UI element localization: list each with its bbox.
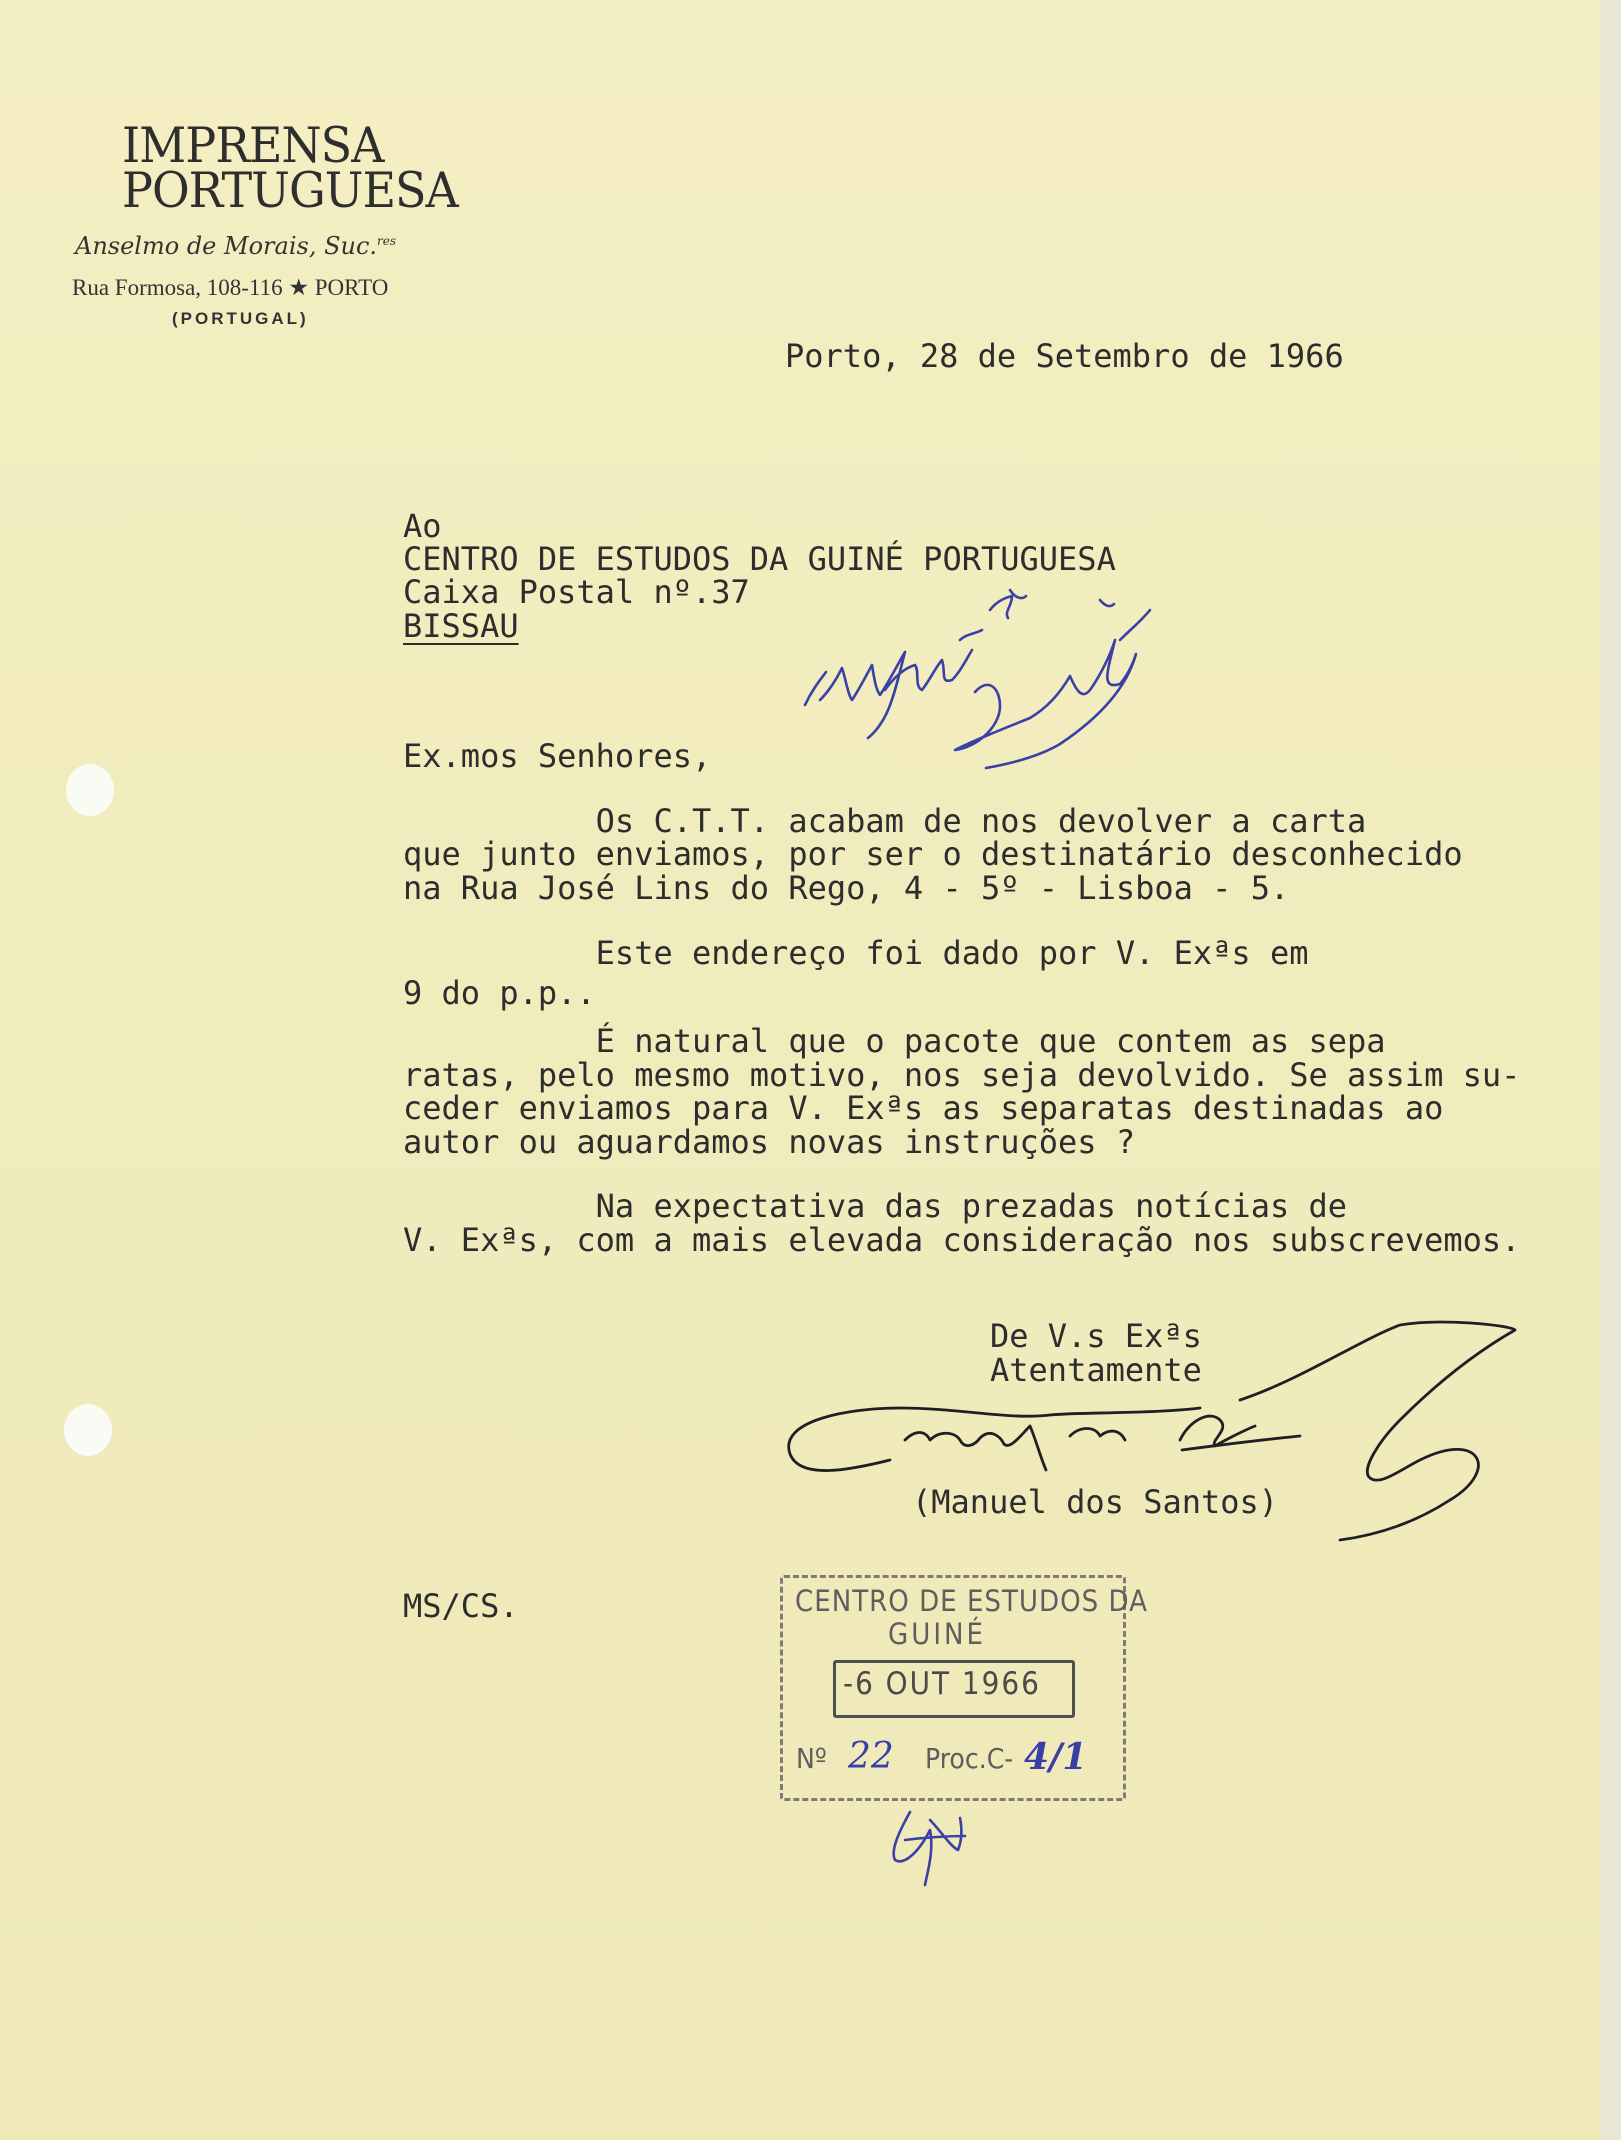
stamp-number: 22 — [848, 1736, 894, 1777]
closing-line-2: Atentamente — [990, 1351, 1202, 1389]
date-line: Porto, 28 de Setembro de 1966 — [785, 337, 1344, 375]
letterhead-country: (PORTUGAL) — [172, 309, 309, 328]
typist-initials: MS/CS. — [403, 1587, 519, 1625]
stamp-proc-number: 4/1 — [1024, 1736, 1088, 1778]
scan-edge — [1600, 0, 1621, 2140]
recipient-line-2: CENTRO DE ESTUDOS DA GUINÉ PORTUGUESA — [403, 540, 1116, 578]
body-line: Este endereço foi dado por V. Exªs em — [403, 934, 1309, 972]
body-line: que junto enviamos, por ser o destinatário desconhecido — [403, 835, 1463, 873]
body-line: ratas, pelo mesmo motivo, nos seja devolvido. Se assim su- — [403, 1056, 1521, 1094]
punch-hole-bottom — [64, 1404, 112, 1456]
body-line: na Rua José Lins do Rego, 4 - 5º - Lisboa - 5. — [403, 869, 1290, 907]
letterhead-successors-text: Anselmo de Morais, Suc. — [75, 232, 378, 260]
stamp-no-label: Nº — [796, 1742, 827, 1775]
letterhead-line-1: IMPRENSA — [122, 116, 384, 174]
body-line: Na expectativa das prezadas notícias de — [403, 1187, 1348, 1225]
stamp-date: -6 OUT 1966 — [843, 1666, 1041, 1702]
recipient-line-4: BISSAU — [403, 607, 519, 645]
body-line: É natural que o pacote que contem as sepa — [403, 1022, 1386, 1060]
stamp-line-2: GUINÉ — [888, 1617, 987, 1651]
recipient-line-1: Ao — [403, 507, 442, 545]
letterhead-line-2: PORTUGUESA — [122, 161, 458, 219]
body-line: autor ou aguardamos novas instruções ? — [403, 1123, 1136, 1161]
letterhead-address: Rua Formosa, 108-116 ★ PORTO — [72, 275, 389, 300]
stamp-line-1: CENTRO DE ESTUDOS DA — [795, 1584, 1148, 1618]
punch-hole-top — [66, 764, 114, 816]
letterhead-successors-sup: res — [377, 234, 397, 248]
salutation: Ex.mos Senhores, — [403, 737, 712, 775]
closing-line-1: De V.s Exªs — [990, 1317, 1202, 1355]
letterhead-successors — [75, 232, 396, 260]
signer-name: (Manuel dos Santos) — [912, 1483, 1279, 1521]
body-line: Os C.T.T. acabam de nos devolver a carta — [403, 802, 1367, 840]
body-line: 9 do p.p.. — [403, 974, 596, 1012]
stamp-proc-label: Proc.C- — [925, 1742, 1014, 1775]
body-line: ceder enviamos para V. Exªs as separatas destinadas ao — [403, 1089, 1444, 1127]
body-line: V. Exªs, com a mais elevada consideração nos subscrevemos. — [403, 1221, 1521, 1259]
recipient-line-3: Caixa Postal nº.37 — [403, 573, 750, 611]
